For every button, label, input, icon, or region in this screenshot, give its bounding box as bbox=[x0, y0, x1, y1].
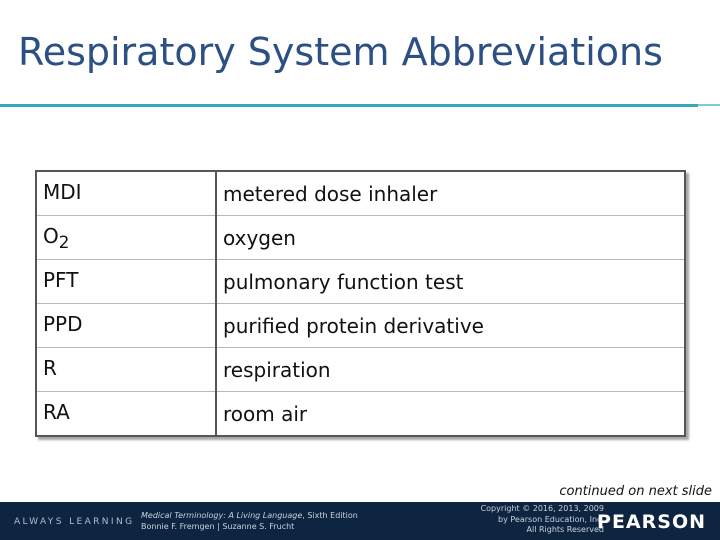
abbreviation-subscript: 2 bbox=[58, 232, 70, 252]
book-citation bbox=[141, 510, 358, 532]
meaning-cell: oxygen bbox=[216, 216, 685, 260]
abbreviation-text: MDI bbox=[43, 179, 82, 204]
table-row bbox=[36, 216, 685, 260]
title-divider bbox=[0, 104, 698, 107]
continued-note: continued on next slide bbox=[559, 484, 712, 499]
pearson-logo: PEARSON bbox=[597, 511, 706, 533]
book-authors: Bonnie F. Fremgen | Suzanne S. Frucht bbox=[141, 522, 295, 531]
meaning-cell: purified protein derivative bbox=[216, 304, 685, 348]
copyright-line-2: by Pearson Education, Inc. bbox=[498, 514, 604, 524]
footer-bar bbox=[0, 502, 720, 540]
abbreviation-cell bbox=[36, 348, 216, 392]
book-title-line bbox=[141, 510, 358, 521]
abbreviation-text: RA bbox=[43, 399, 70, 424]
table-row bbox=[36, 348, 685, 392]
abbreviation-cell bbox=[36, 171, 216, 216]
abbreviation-text: PPD bbox=[43, 311, 83, 336]
meaning-cell: pulmonary function test bbox=[216, 260, 685, 304]
table-row bbox=[36, 392, 685, 437]
always-learning-tagline: ALWAYS LEARNING bbox=[14, 517, 135, 527]
abbreviation-cell bbox=[36, 392, 216, 437]
abbreviation-cell bbox=[36, 216, 216, 260]
meaning-cell: room air bbox=[223, 401, 308, 426]
meaning-cell: respiration bbox=[216, 348, 685, 392]
copyright-line-1: Copyright © 2016, 2013, 2009 bbox=[480, 504, 604, 513]
abbreviation-cell bbox=[36, 304, 216, 348]
table-row bbox=[36, 260, 685, 304]
abbreviation-text: R bbox=[43, 355, 57, 380]
abbreviation-text: O bbox=[43, 223, 59, 248]
table-row bbox=[36, 304, 685, 348]
slide-title: Respiratory System Abbreviations bbox=[18, 30, 663, 74]
abbreviation-table bbox=[35, 170, 686, 437]
book-title: Medical Terminology: A Living Language bbox=[141, 511, 303, 520]
book-edition: , Sixth Edition bbox=[302, 511, 358, 520]
copyright-line-3: All Rights Reserved bbox=[526, 525, 604, 534]
abbreviation-text: PFT bbox=[43, 267, 79, 292]
abbreviation-cell bbox=[36, 260, 216, 304]
table-row bbox=[36, 171, 685, 216]
title-divider-tail bbox=[698, 104, 720, 106]
copyright-notice bbox=[481, 504, 604, 536]
meaning-cell: metered dose inhaler bbox=[216, 171, 685, 216]
